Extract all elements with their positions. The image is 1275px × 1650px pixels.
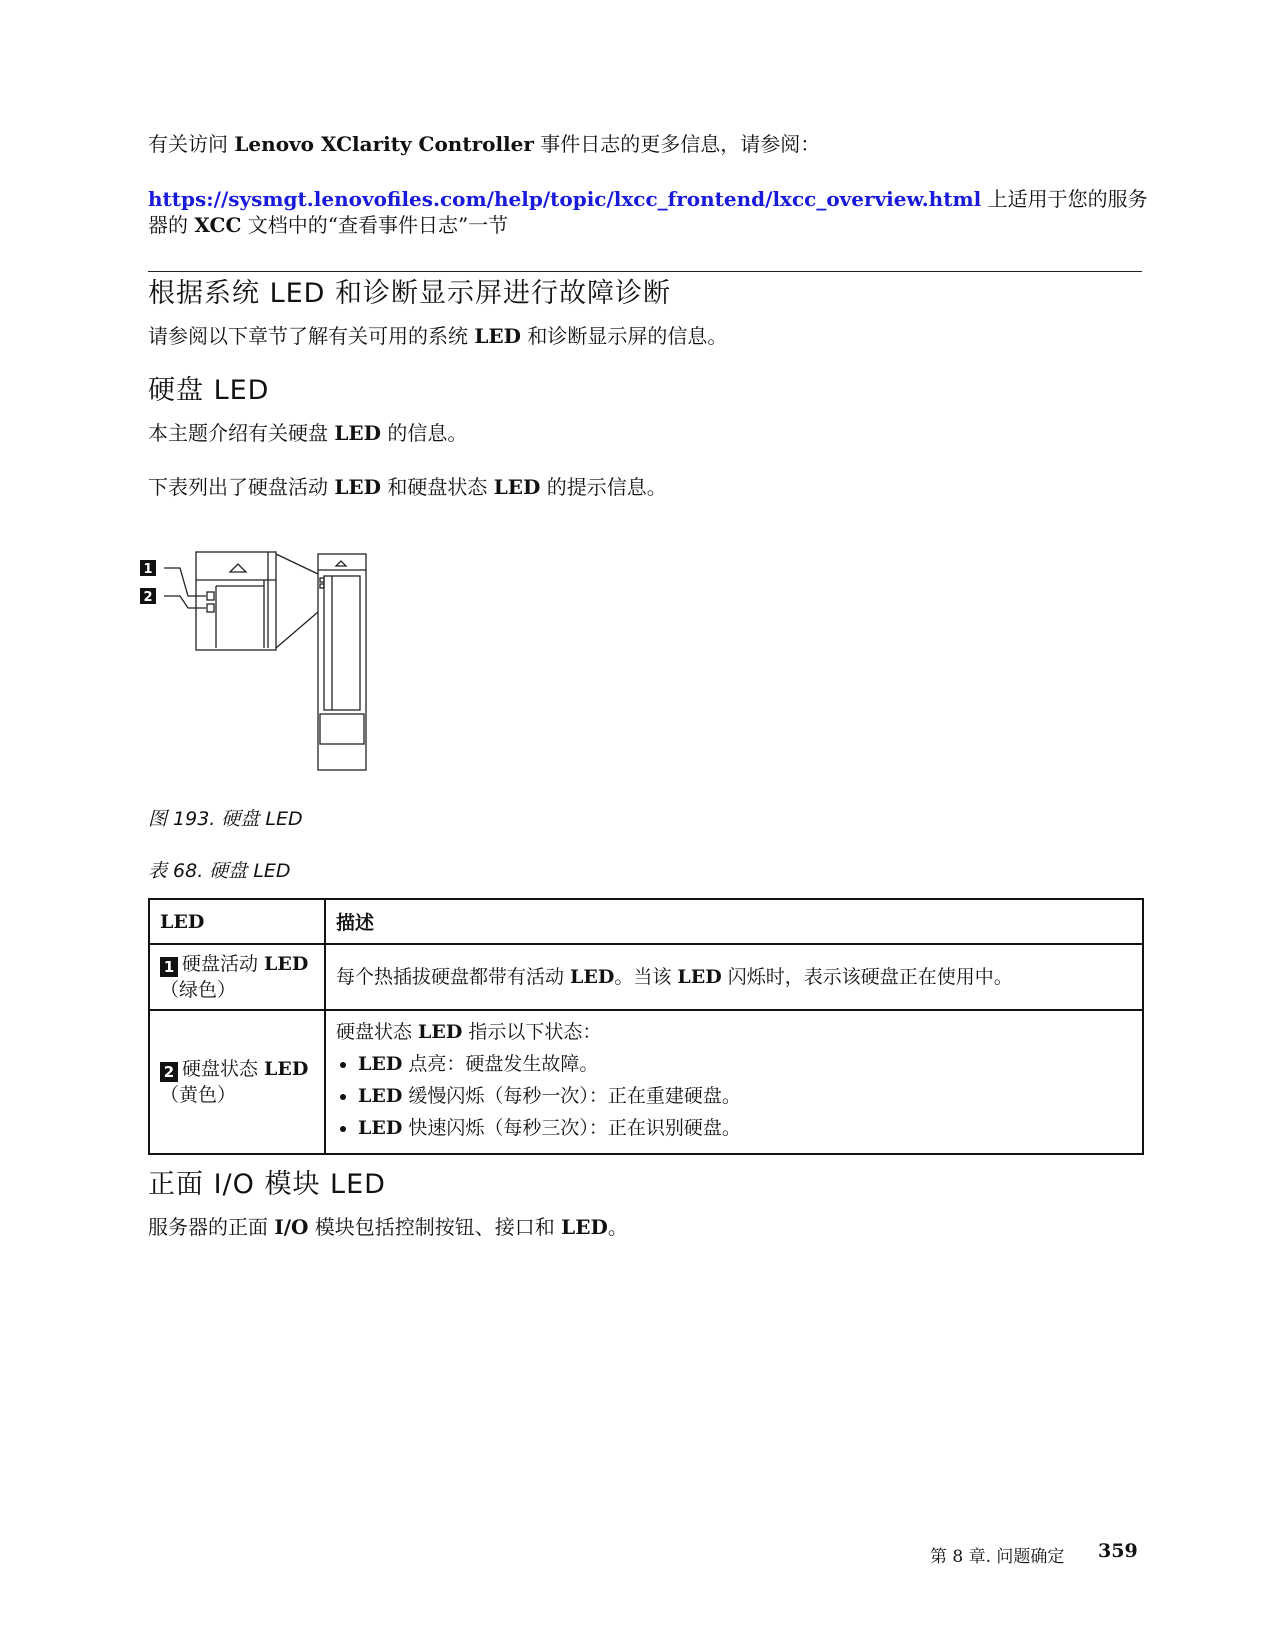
page-number: 359 xyxy=(1098,1540,1138,1562)
figure-caption: 图 193. 硬盘 LED xyxy=(148,808,303,830)
list-item: • LED 缓慢闪烁（每秒一次）：正在重建硬盘。 xyxy=(358,1083,1132,1109)
activity-led-icon xyxy=(207,592,214,600)
led-cell-status: 2 硬盘状态 LED （黄色） xyxy=(149,1010,325,1154)
intro-line-3: 器的 XCC 文档中的“查看事件日志”一节 xyxy=(148,213,509,237)
table-row xyxy=(149,1010,1143,1154)
callout-badge-1: 1 xyxy=(160,957,178,977)
status-intro: 硬盘状态 LED 指示以下状态： xyxy=(336,1021,602,1043)
drive-led-table xyxy=(148,898,1144,1155)
intro-line-1: 有关访问 Lenovo XClarity Controller 事件日志的更多信息，请参阅： xyxy=(148,132,821,156)
callout-1: 1 xyxy=(143,562,153,577)
status-list xyxy=(336,1051,1132,1141)
drive-led-illustration xyxy=(140,548,380,778)
table-row xyxy=(149,944,1143,1010)
callout-badge-2: 2 xyxy=(160,1062,178,1082)
section-heading-system-led: 根据系统 LED 和诊断显示屏进行故障诊断 xyxy=(148,278,672,309)
section-heading-drive-led: 硬盘 LED xyxy=(148,375,270,406)
status-led-icon xyxy=(207,604,214,612)
header-led: LED xyxy=(149,899,325,944)
callout-2: 2 xyxy=(143,590,153,605)
xcc-doc-link[interactable]: https://sysmgt.lenovofiles.com/help/topic/lxcc_frontend/lxcc_overview.html xyxy=(148,187,982,211)
section3-paragraph: 服务器的正面 I/O 模块包括控制按钮、接口和 LED。 xyxy=(148,1215,628,1239)
list-item: • LED 快速闪烁（每秒三次）：正在识别硬盘。 xyxy=(358,1115,1132,1141)
intro-line-2: https://sysmgt.lenovofiles.com/help/topic/lxcc_frontend/lxcc_overview.html 上适用于您的服务 xyxy=(148,187,1148,211)
led-color-amber: （黄色） xyxy=(160,1084,237,1106)
product-name: Lenovo XClarity Controller xyxy=(234,132,534,156)
section1-paragraph: 请参阅以下章节了解有关可用的系统 LED 和诊断显示屏的信息。 xyxy=(148,324,728,348)
footer-chapter: 第 8 章. 问题确定 xyxy=(930,1547,1065,1567)
led-cell-activity: 1 硬盘活动 LED （绿色） xyxy=(149,944,325,1010)
table-header-row xyxy=(149,899,1143,944)
header-description: 描述 xyxy=(325,899,1143,944)
section2-paragraph-2: 下表列出了硬盘活动 LED 和硬盘状态 LED 的提示信息。 xyxy=(148,475,667,499)
desc-cell-activity: 每个热插拔硬盘都带有活动 LED。当该 LED 闪烁时，表示该硬盘正在使用中。 xyxy=(325,944,1143,1010)
section-heading-front-io-led: 正面 I/O 模块 LED xyxy=(148,1169,386,1200)
list-item: • LED 点亮：硬盘发生故障。 xyxy=(358,1051,1132,1077)
section2-paragraph-1: 本主题介绍有关硬盘 LED 的信息。 xyxy=(148,421,468,445)
section-rule xyxy=(148,271,1142,272)
table-caption: 表 68. 硬盘 LED xyxy=(148,860,291,882)
led-color-green: （绿色） xyxy=(160,979,237,1001)
drive-carrier xyxy=(318,554,366,770)
desc-cell-status xyxy=(325,1010,1143,1154)
release-arrow-icon xyxy=(230,564,246,572)
